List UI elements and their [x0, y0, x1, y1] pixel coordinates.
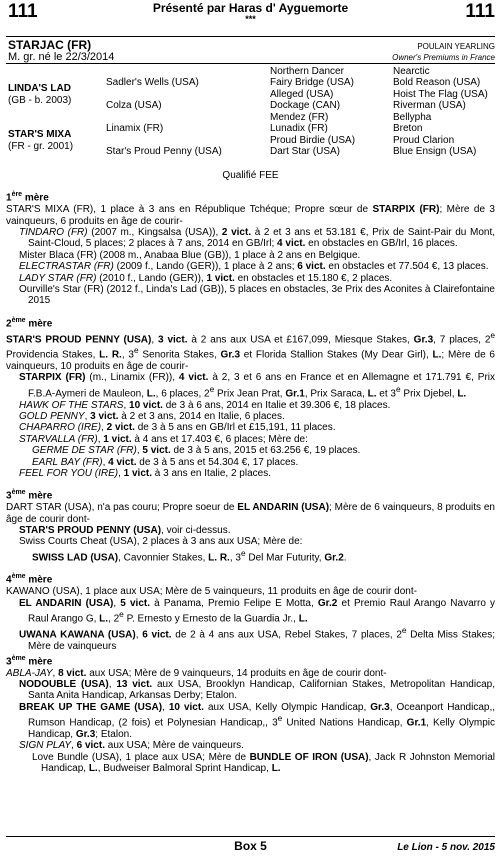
dam-info: (FR - gr. 2001): [8, 141, 74, 152]
pedigree-gen2: Sadler's Wells (USA): [106, 77, 199, 88]
produce-entry: NODOUBLE (USA), 13 vict. aux USA, Brooklyn Handicap, Californian Stakes, Metropolitan Handicap, Santa Anita Handicap, Arkansas Derby; Etalon.: [19, 679, 495, 702]
presenter-line: Présenté par Haras d' Ayguemorte: [152, 1, 349, 15]
horse-name: STARJAC (FR): [8, 38, 92, 52]
section-heading: 3ème mère: [6, 489, 53, 502]
pedigree-table: [6, 64, 495, 168]
stars-marker: ***: [245, 14, 256, 24]
pedigree-gen3: Dart Star (USA): [270, 146, 341, 157]
pedigree-gen3: Dockage (CAN): [270, 100, 341, 111]
produce-entry: BREAK UP THE GAME (USA), 10 vict. aux USA, Kelly Olympic Handicap, Gr.3, Oceanport Handicap,, Rumson Handicap, (2 fois) et Polynesian Handicap,, 3e United Nations Handicap, Gr.1, Kelly Olympic Handicap, Gr.3; Etalon.: [19, 701, 495, 740]
produce-entry: Ourville's Star (FR) (2012 f., Linda's Lad (GB)), 5 places en obstacles, 3e Prix des Aconites à Clairefontaine 2015: [19, 283, 495, 307]
produce-entry: GOLD PENNY, 3 vict. à 2 et 3 ans, 2014 en Italie, 6 places.: [19, 410, 285, 422]
dam-paragraph: STAR'S PROUD PENNY (USA), 3 vict. à 2 ans aux USA et £167,099, Miesque Stakes, Gr.3, 7 places, 2e Providencia Stakes, L. R., 3e Senorita Stakes, Gr.3 et Florida Stallion Stakes (My Dear Girl), L.; Mère de 6 vainqueurs, 10 produits en âge de courir-: [6, 329, 496, 372]
pedigree-gen4: Blue Ensign (USA): [393, 146, 477, 157]
pedigree-gen4: Bold Reason (USA): [393, 77, 481, 88]
section-heading: 4ème mère: [6, 573, 53, 586]
owner-premiums: Owner's Premiums in France: [392, 53, 495, 62]
horse-description: M. gr. né le 22/3/2014: [8, 51, 115, 63]
page-footer: [6, 836, 495, 857]
produce-entry: SIGN PLAY, 6 vict. aux USA; Mère de vainqueurs.: [19, 740, 244, 752]
pedigree-gen3: Northern Dancer: [270, 66, 344, 77]
pedigree-gen3: Lunadix (FR): [270, 123, 328, 134]
pedigree-gen4: Breton: [393, 123, 423, 134]
pedigree-gen3: Alleged (USA): [270, 89, 334, 100]
sire-info: (GB - b. 2003): [8, 95, 72, 106]
section-heading: 1ère mère: [6, 191, 49, 204]
pedigree-gen3: Fairy Bridge (USA): [270, 77, 354, 88]
pedigree-gen2: Linamix (FR): [106, 123, 164, 134]
sale-place-date: Le Lion - 5 nov. 2015: [397, 842, 495, 853]
produce-entry: SWISS LAD (USA), Cavonnier Stakes, L. R., 3e Del Mar Futurity, Gr.2.: [32, 547, 347, 564]
produce-entry: Swiss Courts Cheat (USA), 2 places à 3 ans aux USA; Mère de:: [19, 536, 303, 548]
produce-entry: STARVALLA (FR), 1 vict. à 4 ans et 17.403 €, 6 places; Mère de:: [19, 433, 308, 445]
pedigree-gen4: Bellypha: [393, 112, 432, 123]
produce-entry: UWANA KAWANA (USA), 6 vict. de 2 à 4 ans aux USA, Rebel Stakes, 7 places, 2e Delta Miss Stakes; Mère de vainqueurs: [19, 624, 495, 652]
sire-name: LINDA'S LAD: [8, 83, 71, 94]
pedigree-gen4: Hoist The Flag (USA): [393, 89, 488, 100]
produce-entry: GERME DE STAR (FR), 5 vict. de 3 à 5 ans, 2015 et 63.256 €, 19 places.: [32, 445, 361, 457]
dam-paragraph: ABLA-JAY, 8 vict. aux USA; Mère de 9 vainqueurs, 14 produits en âge de courir dont-: [6, 667, 387, 679]
produce-entry: HAWK OF THE STARS, 10 vict. de 3 à 6 ans, 2014 en Italie et 39.306 €, 18 places.: [19, 399, 391, 411]
pedigree-gen2: Colza (USA): [106, 100, 162, 111]
produce-entry: LADY STAR (FR) (2010 f., Lando (GER)), 1 vict. en obstacles et 15.180 €, 2 places.: [19, 272, 393, 284]
section-heading: 2ème mère: [6, 316, 53, 330]
qualification: Qualifié FEE: [222, 170, 279, 181]
pedigree-gen3: Proud Birdie (USA): [270, 135, 356, 146]
produce-entry: EL ANDARIN (USA), 5 vict. à Panama, Premio Felipe E Motta, Gr.2 et Premio Raul Arango Navarro y Raul Arango G, L., 2e P. Ernesto y Ernesto de la Guardia Jr., L.: [19, 597, 496, 625]
box-number: Box 5: [234, 839, 267, 853]
dam-name: STAR'S MIXA: [8, 129, 72, 140]
pedigree-gen3: Mendez (FR): [270, 112, 329, 123]
produce-entry: Love Bundle (USA), 1 place aux USA; Mère de BUNDLE OF IRON (USA), Jack R Johnston Memorial Handicap, L., Budweiser Balmoral Sprint Handicap, L.: [32, 751, 495, 775]
lot-number: 111: [8, 1, 38, 22]
page-header: [6, 0, 495, 36]
sale-type: POULAIN YEARLING: [417, 42, 495, 51]
pedigree-gen4: Proud Clarion: [393, 135, 455, 146]
produce-entry: FEEL FOR YOU (IRE), 1 vict. à 3 ans en Italie, 2 places.: [19, 467, 271, 479]
dam-paragraph: STAR'S MIXA (FR), 1 place à 3 ans en République Tchéque; Propre sœur de STARPIX (FR); Mère de 3 vainqueurs, 6 produits en âge de courir-: [6, 204, 495, 227]
produce-entry: STAR'S PROUD PENNY (USA), voir ci-dessus.: [19, 524, 231, 536]
produce-entry: CHAPARRO (IRE), 2 vict. de 3 à 5 ans en GB/Irl et £15,191, 11 places.: [19, 422, 336, 434]
dam-paragraph: DART STAR (USA), n'a pas couru; Propre soeur de EL ANDARIN (USA); Mère de 6 vainqueurs, 8 produits en âge de courir dont-: [6, 502, 495, 525]
produce-entry: Mister Blaca (FR) (2008 m., Anabaa Blue (GB)), 1 place à 2 ans en Belgique.: [19, 249, 361, 261]
section-heading: 3ème mère: [6, 654, 53, 668]
catalogue-page: [6, 0, 495, 775]
produce-entry: STARPIX (FR) (m., Linamix (FR)), 4 vict. à 2, 3 et 6 ans en France et en Allemagne et 171.791 €, Prix F.B.A-Aymeri de Mauleon, L., 6 places, 2e Prix Jean Prat, Gr.1, Prix Saraca, L. et 3e Prix Djebel, L.: [19, 372, 495, 400]
pedigree-gen4: Nearctic: [393, 66, 430, 77]
produce-entry: ELECTRASTAR (FR) (2009 f., Lando (GER)), 1 place à 2 ans; 6 vict. en obstacles et 77.504 €, 13 places.: [19, 261, 489, 273]
produce-entry: EARL BAY (FR), 4 vict. de 3 à 5 ans et 54.304 €, 17 places.: [32, 456, 299, 468]
dam-paragraph: KAWANO (USA), 1 place aux USA; Mère de 5 vainqueurs, 11 produits en âge de courir dont-: [6, 586, 417, 598]
pedigree-gen2: Star's Proud Penny (USA): [106, 146, 222, 157]
lot-number-right: 111: [465, 1, 495, 22]
produce-entry: TINDARO (FR) (2007 m., Kingsalsa (USA)), 2 vict. à 2 et 3 ans et 53.181 €, Prix de Saint-Pair du Mont, Saint-Cloud, 5 places; 2 places à 7 ans, 2014 en GB/Irl; 4 vict. en obstacles en GB/Irl, 16 places.: [19, 226, 496, 250]
horse-header: [6, 37, 495, 63]
pedigree-gen4: Riverman (USA): [393, 100, 466, 111]
